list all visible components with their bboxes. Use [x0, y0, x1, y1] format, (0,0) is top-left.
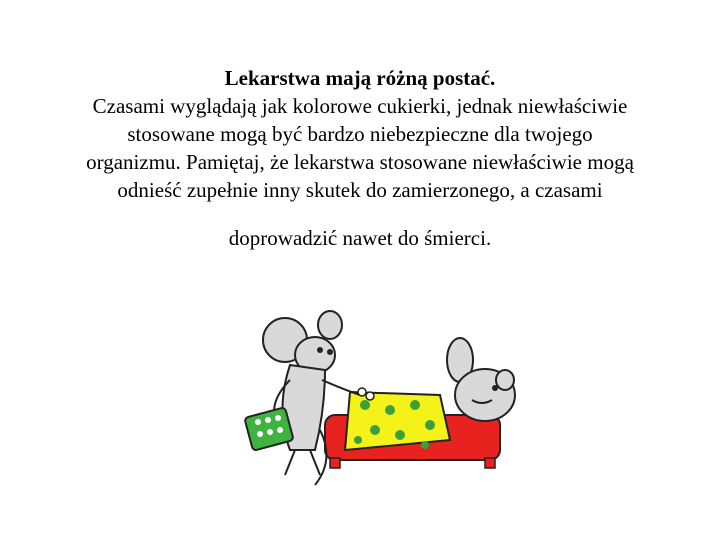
slide-title: Lekarstwa mają różną postać.: [224, 66, 496, 90]
body-line-2: stosowane mogą być bardzo niebezpieczne dla twojego: [127, 122, 593, 146]
cartoon-illustration: [240, 300, 540, 490]
body-line-3: organizmu. Pamiętaj, że lekarstwa stosowane niewłaściwie mogą: [86, 150, 634, 174]
body-line-1: Czasami wyglądają jak kolorowe cukierki, jednak niewłaściwie: [92, 94, 628, 118]
pill-pack: [244, 407, 293, 451]
slide-text: [30, 64, 690, 252]
body-line-4: odnieść zupełnie inny skutek do zamierzonego, a czasami: [117, 178, 603, 202]
blanket: [345, 392, 450, 450]
body-line-last: doprowadzić nawet do śmierci.: [228, 226, 492, 250]
sick-mouse: [447, 338, 515, 421]
